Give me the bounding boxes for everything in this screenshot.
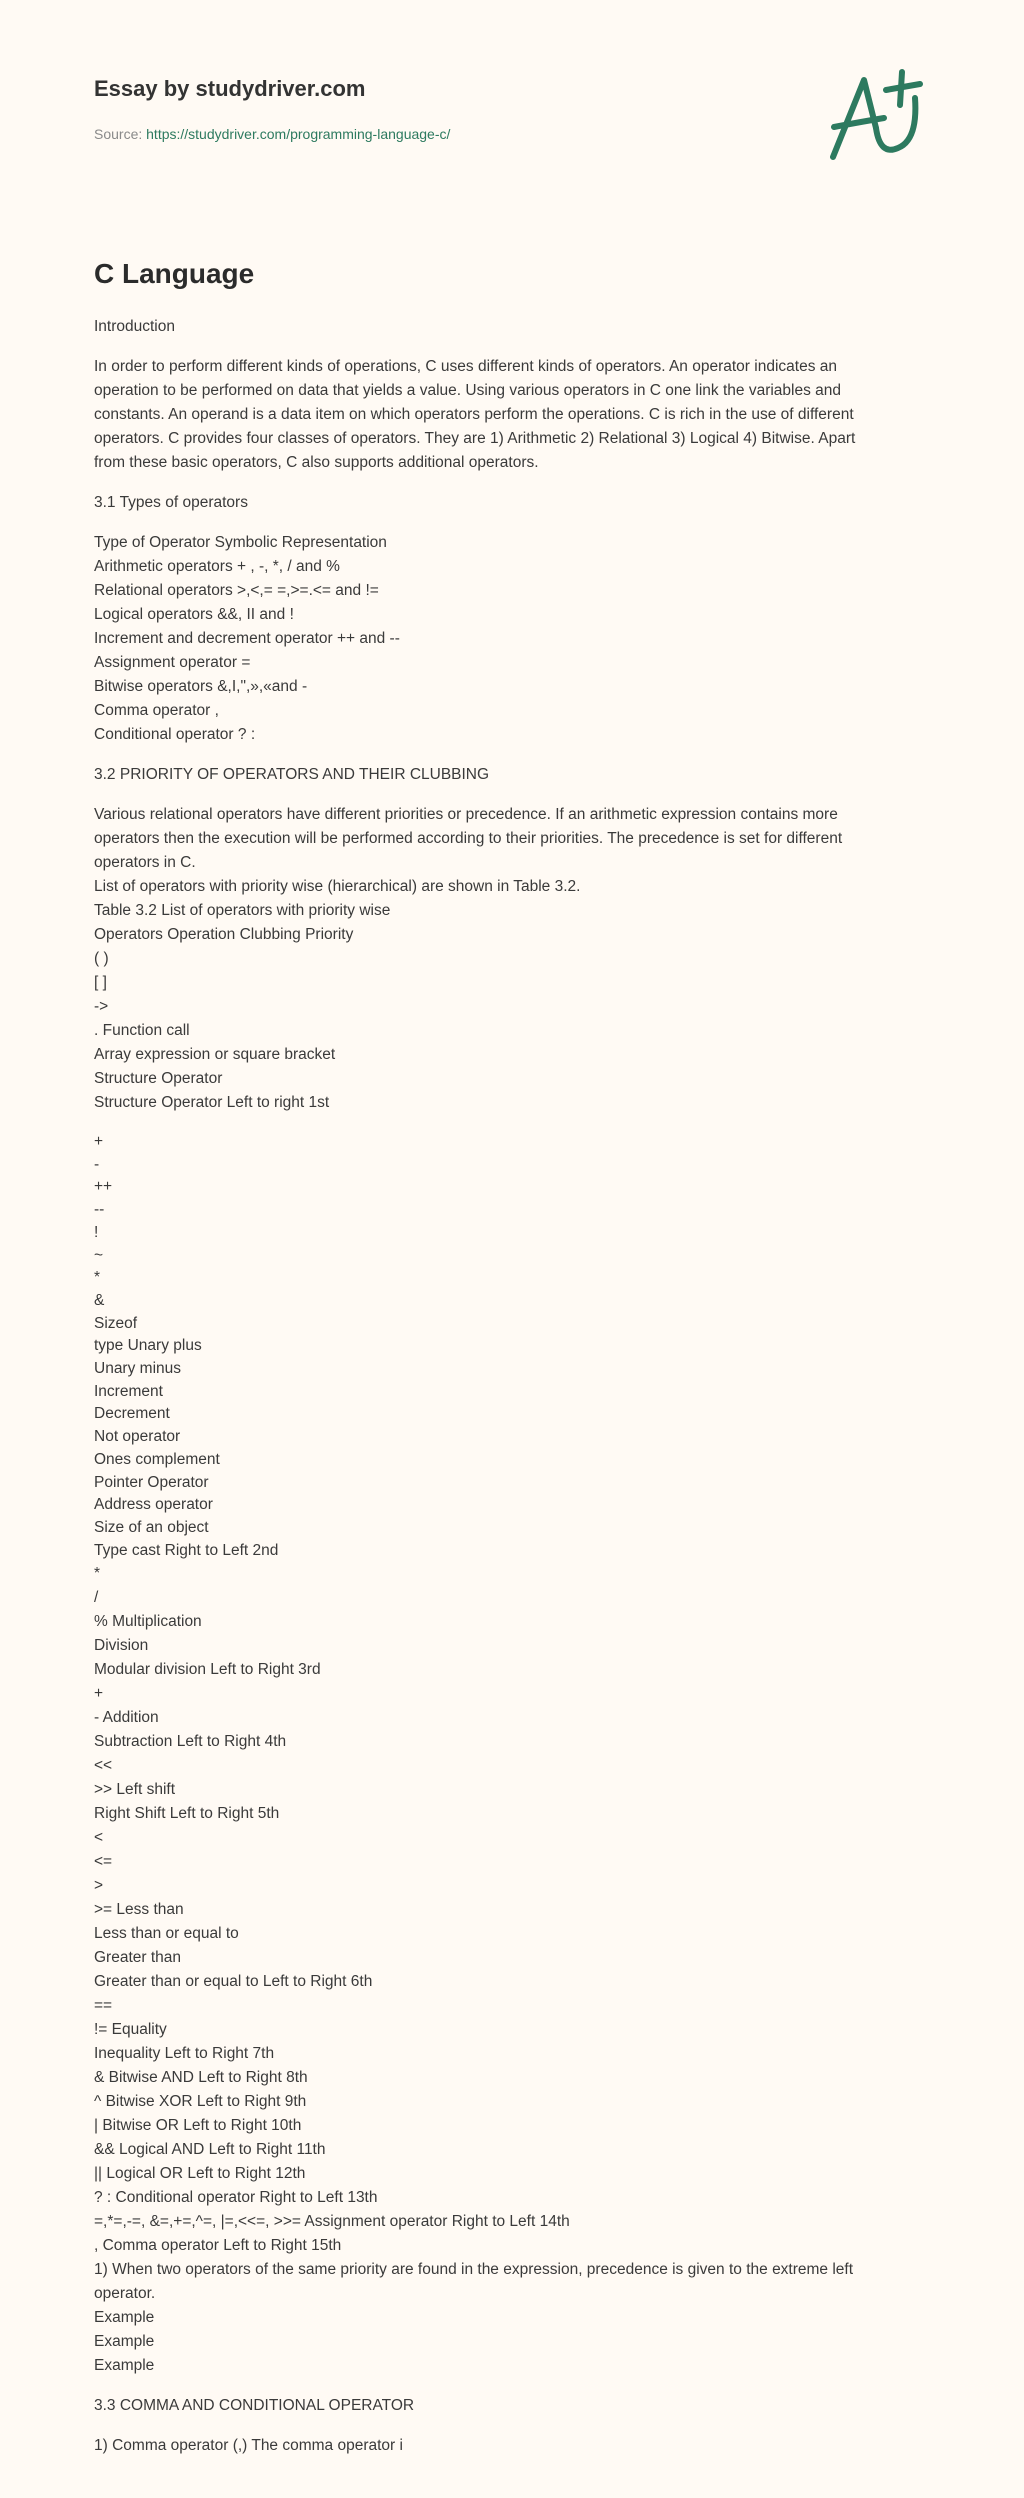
text-line: Decrement [94, 1405, 170, 1423]
text-line: Structure Operator [94, 1070, 223, 1087]
text-line: >> Left shift [94, 1781, 175, 1799]
text-line: =,*=,-=, &=,+=,^=, |=,<<=, >>= Assignment operator Right to Left 14th [94, 2213, 570, 2231]
text-line: Type cast Right to Left 2nd [94, 1541, 279, 1559]
text-line: -- [94, 1201, 105, 1219]
text-line: -> [94, 998, 109, 1015]
text-line: Greater than [94, 1949, 182, 1967]
text-line: 1) When two operators of the same priority are found in the expression, precedence is given to the extreme left [94, 2261, 854, 2279]
paragraph [94, 355, 954, 475]
text-line: / [94, 1589, 99, 1607]
text-line: | Bitwise OR Left to Right 10th [94, 2117, 302, 2135]
paragraph [94, 2434, 954, 2458]
text-line: - [94, 1155, 100, 1173]
text-line: Inequality Left to Right 7th [94, 2045, 275, 2063]
paragraph [94, 491, 954, 515]
text-line: Increment and decrement operator ++ and -- [94, 630, 400, 647]
text-line: Logical operators &&, II and ! [94, 606, 294, 623]
document-body [94, 315, 954, 2474]
text-line: > [94, 1877, 104, 1895]
text-line: Pointer Operator [94, 1473, 209, 1491]
text-line: Structure Operator Left to right 1st [94, 1094, 330, 1111]
text-line: ? : Conditional operator Right to Left 13th [94, 2189, 378, 2207]
text-line: * [94, 1565, 101, 1583]
text-line: Bitwise operators &,I,",»,«and - [94, 678, 308, 695]
text-line: operators. C provides four classes of operators. They are 1) Arithmetic 2) Relational 3) Logical 4) Bitwise. Apart [94, 430, 856, 447]
text-line: Size of an object [94, 1518, 209, 1536]
source-link[interactable]: https://studydriver.com/programming-language-c/ [146, 126, 451, 142]
text-line: ! [94, 1223, 99, 1241]
site-title: Essay by studydriver.com [94, 76, 366, 101]
text-line: + [94, 1133, 104, 1150]
text-line: operators in C. [94, 854, 196, 871]
text-line: Table 3.2 List of operators with priority wise [94, 902, 391, 919]
text-line: List of operators with priority wise (hierarchical) are shown in Table 3.2. [94, 878, 581, 895]
a-plus-logo-icon [820, 60, 930, 170]
text-line: Less than or equal to [94, 1925, 239, 1943]
text-line: Sizeof [94, 1314, 138, 1332]
text-line: type Unary plus [94, 1337, 202, 1355]
text-line: Example [94, 2309, 155, 2327]
text-line: operators then the execution will be performed according to their priorities. The precedence is set for different [94, 830, 843, 847]
text-line: Increment [94, 1382, 163, 1400]
document-title: C Language [94, 258, 255, 289]
text-line: Arithmetic operators + , -, *, / and % [94, 558, 340, 575]
text-line: Relational operators >,<,= =,>=.<= and != [94, 582, 379, 599]
paragraph [94, 315, 954, 339]
text-line: Example [94, 2333, 155, 2351]
text-line: Not operator [94, 1428, 181, 1446]
text-line: 3.1 Types of operators [94, 494, 248, 511]
text-line: Type of Operator Symbolic Representation [94, 534, 387, 551]
text-line: && Logical AND Left to Right 11th [94, 2141, 326, 2159]
text-line: 3.3 COMMA AND CONDITIONAL OPERATOR [94, 2397, 415, 2415]
text-line: 3.2 PRIORITY OF OPERATORS AND THEIR CLUBBING [94, 766, 490, 783]
text-line: Operators Operation Clubbing Priority [94, 926, 354, 943]
paragraph [94, 763, 954, 787]
text-line: . Function call [94, 1022, 190, 1039]
text-line: Ones complement [94, 1450, 220, 1468]
text-line: Example [94, 2357, 155, 2375]
text-line: operator. [94, 2285, 156, 2303]
text-line: <= [94, 1853, 113, 1871]
text-line: Various relational operators have different priorities or precedence. If an arithmetic expression contains more [94, 806, 838, 823]
text-line: & [94, 1291, 105, 1309]
text-line: Right Shift Left to Right 5th [94, 1805, 280, 1823]
text-line: In order to perform different kinds of operations, C uses different kinds of operators. An operator indicates an [94, 358, 837, 375]
paragraph [94, 2394, 954, 2418]
paragraph [94, 803, 954, 1115]
text-line: operation to be performed on data that yields a value. Using various operators in C one link the variables and [94, 382, 842, 399]
source-label: Source: [94, 126, 143, 142]
text-line: ^ Bitwise XOR Left to Right 9th [94, 2093, 307, 2111]
text-line: < [94, 1829, 104, 1847]
text-line: ~ [94, 1246, 104, 1264]
text-line: Division [94, 1637, 149, 1655]
text-line: || Logical OR Left to Right 12th [94, 2165, 306, 2183]
text-line: ++ [94, 1178, 113, 1196]
text-line: << [94, 1757, 113, 1775]
text-line: Unary minus [94, 1360, 181, 1378]
text-line: Conditional operator ? : [94, 726, 256, 743]
text-line: + [94, 1685, 104, 1703]
text-line: * [94, 1269, 101, 1287]
source-line [94, 124, 450, 144]
text-line: ( ) [94, 950, 109, 967]
text-line: Assignment operator = [94, 654, 251, 671]
text-line: constants. An operand is a data item on which operators perform the operations. C is rich in the use of different [94, 406, 854, 423]
text-line: Greater than or equal to Left to Right 6th [94, 1973, 373, 1991]
text-line: [ ] [94, 974, 107, 991]
text-line: Introduction [94, 318, 175, 335]
text-line: - Addition [94, 1709, 159, 1727]
text-line: Comma operator , [94, 702, 219, 719]
text-line: from these basic operators, C also supports additional operators. [94, 454, 539, 471]
text-line: 1) Comma operator (,) The comma operator i [94, 2437, 403, 2455]
text-line: >= Less than [94, 1901, 184, 1919]
text-line: == [94, 1997, 113, 2015]
text-line: Array expression or square bracket [94, 1046, 336, 1063]
paragraph [94, 531, 954, 747]
paragraph [94, 1131, 954, 1562]
text-line: Modular division Left to Right 3rd [94, 1661, 321, 1679]
text-line: % Multiplication [94, 1613, 202, 1631]
text-line: , Comma operator Left to Right 15th [94, 2237, 342, 2255]
text-line: Address operator [94, 1496, 213, 1514]
paragraph [94, 1562, 954, 2378]
text-line: != Equality [94, 2021, 167, 2039]
text-line: & Bitwise AND Left to Right 8th [94, 2069, 308, 2087]
text-line: Subtraction Left to Right 4th [94, 1733, 287, 1751]
